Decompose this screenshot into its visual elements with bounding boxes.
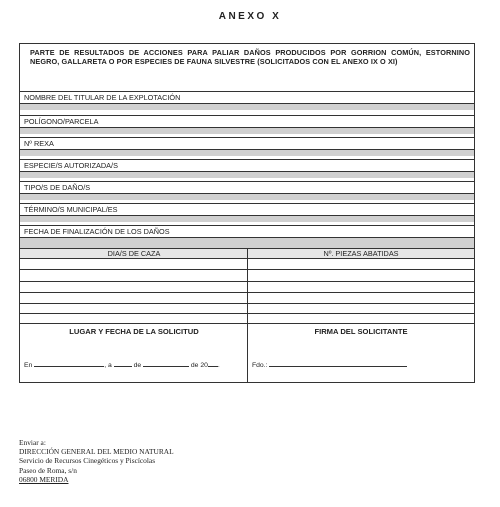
firma-blank[interactable] xyxy=(269,360,407,367)
column-divider xyxy=(247,248,248,382)
page-title: ANEXO X xyxy=(218,11,282,22)
field-tipos-dano[interactable]: TIPO/S DE DAÑO/S xyxy=(20,181,474,193)
lugar-fecha-line[interactable] xyxy=(24,360,220,369)
form-header: PARTE DE RESULTADOS DE ACCIONES PARA PALIAR DAÑOS PRODUCIDOS POR GORRION COMÚN, ESTORNINO NEGRO, GALLARETA O POR ESPECIES DE FAUNA SILVESTRE (SOLICITADOS CON EL ANEXO IX O XI) xyxy=(30,48,470,66)
lugar-blank[interactable] xyxy=(34,360,104,367)
firma-line[interactable] xyxy=(252,360,407,369)
column-header-dias: DIA/S DE CAZA xyxy=(20,248,248,259)
field-separator xyxy=(20,237,474,248)
de-label: de xyxy=(133,362,142,369)
dia-blank[interactable] xyxy=(114,360,132,367)
footer-line: Enviar a: xyxy=(19,438,46,447)
footer-address xyxy=(19,438,174,484)
en-label: En xyxy=(24,362,33,369)
results-form xyxy=(19,43,475,383)
firma-label: FIRMA DEL SOLICITANTE xyxy=(314,327,408,336)
fdo-label: Fdo.: xyxy=(252,362,268,369)
footer-line: DIRECCIÓN GENERAL DEL MEDIO NATURAL xyxy=(19,447,174,457)
field-poligono[interactable]: POLÍGONO/PARCELA xyxy=(20,115,474,127)
lugar-fecha-label: LUGAR Y FECHA DE LA SOLICITUD xyxy=(69,327,199,336)
field-especies[interactable]: ESPECIE/S AUTORIZADA/S xyxy=(20,159,474,171)
field-fecha-fin[interactable]: FECHA DE FINALIZACIÓN DE LOS DAÑOS xyxy=(20,225,474,237)
end-period: . xyxy=(217,362,220,369)
field-rexa[interactable]: Nº REXA xyxy=(20,137,474,149)
footer-line: Paseo de Roma, s/n xyxy=(19,465,77,475)
field-titular[interactable]: NOMBRE DEL TITULAR DE LA EXPLOTACIÓN xyxy=(20,91,474,103)
mes-blank[interactable] xyxy=(143,360,189,367)
footer-postal: 06800 MERIDA xyxy=(19,474,69,484)
field-separator xyxy=(20,215,474,222)
year-blank[interactable] xyxy=(208,360,218,367)
field-separator xyxy=(20,103,474,110)
column-header-piezas: Nº. PIEZAS ABATIDAS xyxy=(248,248,474,259)
field-separator xyxy=(20,149,474,156)
field-separator xyxy=(20,127,474,134)
a-label: , a xyxy=(104,362,112,369)
field-terminos[interactable]: TÉRMINO/S MUNICIPAL/ES xyxy=(20,203,474,215)
de-year-label: de 20 xyxy=(190,362,208,369)
footer-line: Servicio de Recursos Cinegéticos y Piscícolas xyxy=(19,456,156,466)
field-separator xyxy=(20,171,474,178)
field-separator xyxy=(20,193,474,200)
